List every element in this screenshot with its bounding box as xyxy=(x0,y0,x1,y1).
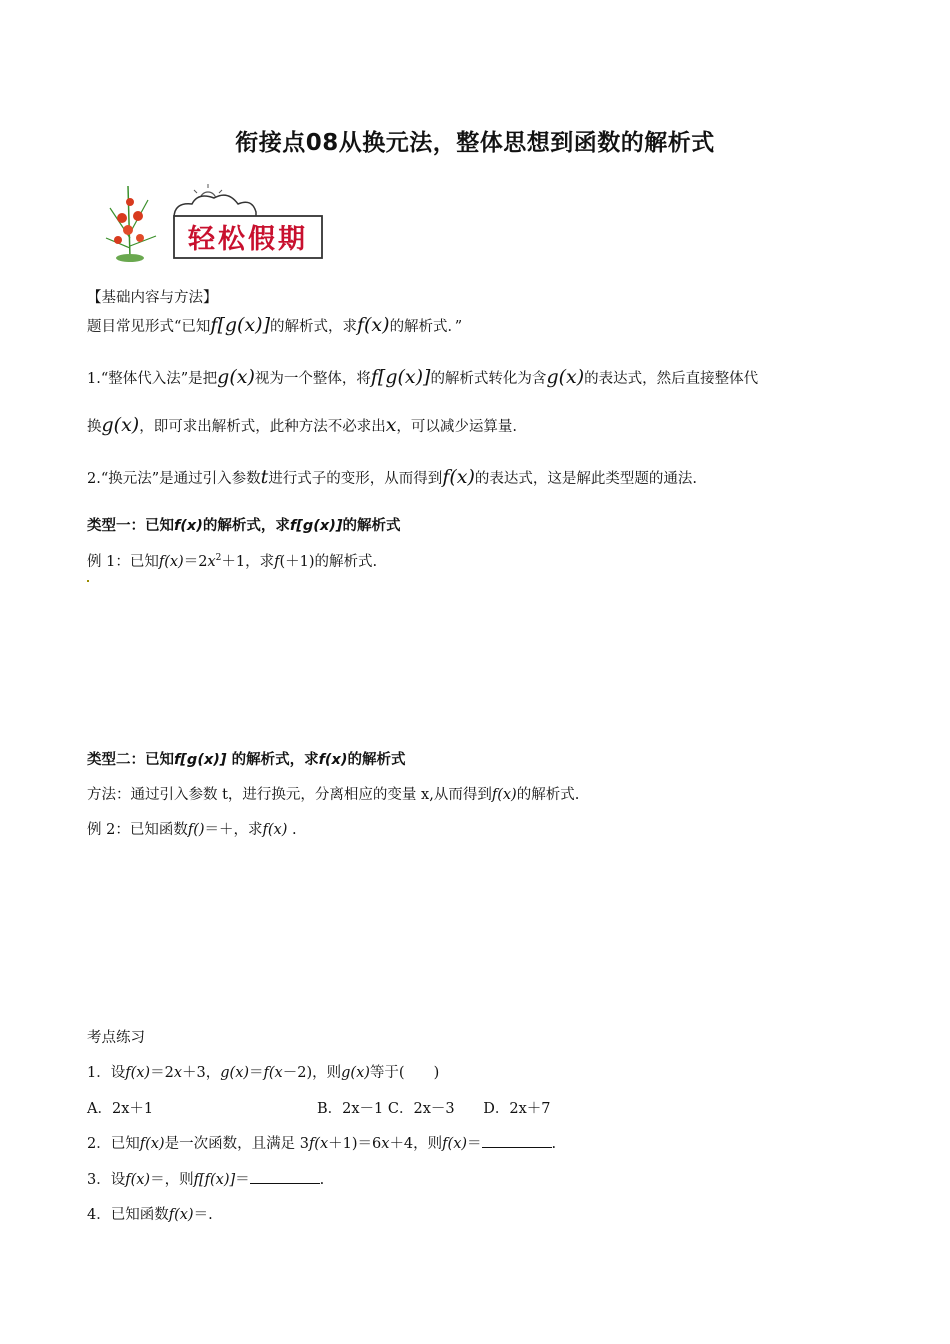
intro-line: 题目常见形式“已知f[g(x)]的解析式，求f(x)的解析式．” xyxy=(87,314,463,336)
method1-line2: 换g(x)，即可求出解析式，此种方法不必求出x，可以减少运算量. xyxy=(87,414,518,436)
answer-blank[interactable] xyxy=(250,1171,320,1184)
question-1-choices xyxy=(87,1097,551,1118)
flower-icon xyxy=(106,186,156,262)
question-3: 3．设f(x)＝，则f[f(x)]＝ . xyxy=(87,1172,325,1188)
choice-c[interactable]: C．2x－3 xyxy=(387,1101,455,1117)
question-4: 4．已知函数f(x)＝. xyxy=(87,1207,213,1223)
choice-a[interactable]: A．2x＋1 xyxy=(87,1101,154,1117)
type2-heading: 类型二：已知f[g(x)] 的解析式，求f(x)的解析式 xyxy=(87,752,406,768)
answer-blank[interactable] xyxy=(482,1135,552,1148)
choice-b[interactable]: B．2x－1 xyxy=(317,1101,384,1117)
cloud-icon xyxy=(174,195,256,218)
page-title: 衔接点08从换元法，整体思想到函数的解析式 xyxy=(235,130,715,156)
choice-d[interactable]: D．2x＋7 xyxy=(483,1101,551,1117)
basics-heading: 【基础内容与方法】 xyxy=(87,290,218,306)
banner xyxy=(100,178,328,262)
practice-heading: 考点练习 xyxy=(87,1030,145,1046)
question-2: 2．已知f(x)是一次函数，且满足 3f(x＋1)＝6x＋4，则f(x)＝ . xyxy=(87,1136,557,1152)
type1-heading: 类型一：已知f(x)的解析式，求f[g(x)]的解析式 xyxy=(87,518,401,534)
example-1: 例 1：已知$f(x)=2x^2+1$，求f(＋1)的解析式. xyxy=(87,553,378,570)
method2-line: 2.“换元法”是通过引入参数t进行式子的变形，从而得到f(x)的表达式，这是解此类型题的通法. xyxy=(87,466,697,488)
type2-method: 方法：通过引入参数 t，进行换元，分离相应的变量 x,从而得到f(x)的解析式. xyxy=(87,787,580,803)
text-cursor-mark xyxy=(87,580,89,582)
banner-text: 轻松假期 xyxy=(188,224,308,255)
question-1: 1．设f(x)＝2x＋3，g(x)＝f(x－2)，则g(x)等于( ) xyxy=(87,1065,440,1081)
method1-line1: 1.“整体代入法”是把g(x)视为一个整体，将f[g(x)]的解析式转化为含g(x)的表达式，然后直接整体代 xyxy=(87,366,759,388)
example-2: 例 2：已知函数f()＝＋，求f(x) . xyxy=(87,822,297,838)
